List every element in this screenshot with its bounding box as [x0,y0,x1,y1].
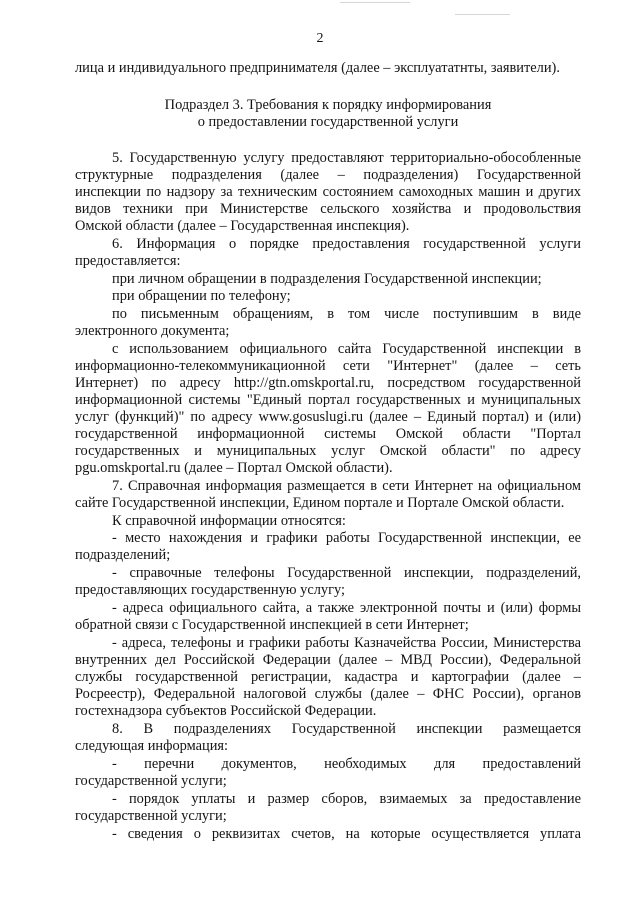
text-line: Омской области (далее – Государственная инспекция). [75,218,410,234]
text-line: государственной информационной системы Омской области "Портал [75,426,581,442]
text-line: - сведения о реквизитах счетов, на которые осуществляется уплата [112,826,581,842]
text-line: услуг (функций)" по адресу www.gosuslugi.ru (далее – Единый портал) и (или) [75,409,581,425]
subsection-heading: Подраздел 3. Требования к порядку информирования [164,97,492,113]
scan-artifact [340,2,410,3]
text-line: - перечни документов, необходимых для предоставлений [112,756,581,772]
text-line: инспекции по надзору за техническим состоянием самоходных машин и других [75,184,581,200]
text-line: подразделений; [75,547,171,563]
text-line: сайте Государственной инспекции, Едином портале и Портале Омской области. [75,495,565,511]
text-line: 5. Государственную услугу предоставляют территориально-обособленные [112,150,581,166]
text-line: - адреса официального сайта, а также электронной почты и (или) формы [112,600,581,616]
text-line: 6. Информация о порядке предоставления государственной услуги [112,236,581,252]
text-line: при обращении по телефону; [112,288,291,304]
text-line: при личном обращении в подразделения Государственной инспекции; [112,271,542,287]
text-line: 7. Справочная информация размещается в сети Интернет на официальном [112,478,581,494]
text-line: предоставляется: [75,253,181,269]
text-line: государственных и муниципальных услуг Омской области" по адресу [75,443,581,459]
text-line: лица и индивидуального предпринимателя (далее – эксплуататнты, заявители). [75,60,560,76]
text-line: предоставляющих государственную услугу; [75,582,346,598]
text-line: государственной услуги; [75,808,227,824]
text-line: К справочной информации относятся: [112,513,346,529]
text-line: службы государственной регистрации, кадастра и картографии (далее – [75,669,581,685]
text-line: Интернет) по адресу http://gtn.omskportal.ru, посредством государственной [75,375,581,391]
text-line: pgu.omskportal.ru (далее – Портал Омской области). [75,460,393,476]
text-line: - адреса, телефоны и графики работы Казначейства России, Министерства [112,635,581,651]
text-line: по письменным обращениям, в том числе поступившим в виде [112,306,581,322]
text-line: видов техники при Министерстве сельского хозяйства и продовольствия [75,201,581,217]
text-line: информационной системы "Единый портал государственных и муниципальных [75,392,581,408]
scan-artifact [455,14,510,15]
text-line: обратной связи с Государственной инспекцией в сети Интернет; [75,617,469,633]
text-line: - справочные телефоны Государственной инспекции, подразделений, [112,565,581,581]
text-line: Росреестр), Федеральной налоговой службы (далее – ФНС России), органов [75,686,581,702]
text-line: государственной услуги; [75,773,227,789]
text-line: - место нахождения и графики работы Государственной инспекции, ее [112,530,581,546]
text-line: внутренних дел Российской Федерации (далее – МВД России), Федеральной [75,652,581,668]
text-line: с использованием официального сайта Государственной инспекции в [112,341,581,357]
text-line: структурные подразделения (далее – подразделения) Государственной [75,167,581,183]
text-line: информационно-телекоммуникационной сети "Интернет" (далее – сеть [75,358,581,374]
text-line: 8. В подразделениях Государственной инспекции размещается [112,721,581,737]
text-line: гостехнадзора субъектов Российской Федерации. [75,703,377,719]
subsection-heading: о предоставлении государственной услуги [197,114,459,130]
text-line: следующая информация: [75,738,229,754]
text-line: - порядок уплаты и размер сборов, взимаемых за предоставление [112,791,581,807]
text-line: электронного документа; [75,323,230,339]
page-number: 2 [316,31,324,46]
